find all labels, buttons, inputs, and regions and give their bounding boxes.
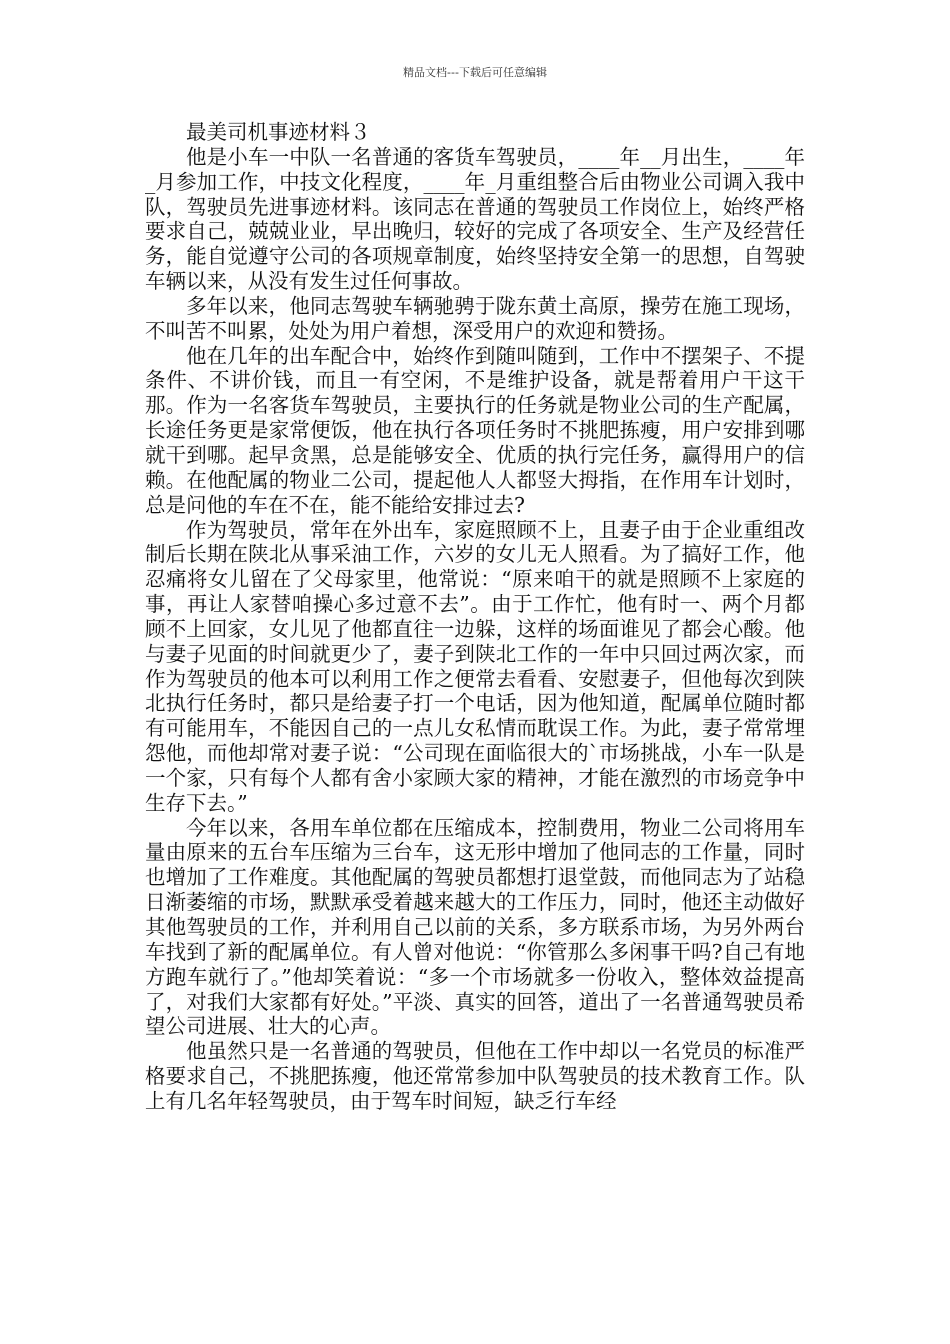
document-title: 最美司机事迹材料３	[186, 120, 371, 144]
page-header: 精品文档---下载后可任意编辑	[403, 66, 547, 79]
paragraph-4: 作为驾驶员，常年在外出车，家庭照顾不上，且妻子由于企业重组改制后长期在陕北从事采油工作，六岁的女儿无人照看。为了搞好工作，他忍痛将女儿留在了父母家里，他常说：“原来咱干的就是照顾不上家庭的事，再让人家替咱操心多过意不去”。由于工作忙，他有时一、两个月都顾不上回家，女儿见了他都直往一边躲，这样的场面谁见了都会心酸。他与妻子见面的时间就更少了，妻子到陕北工作的一年中只回过两次家，而作为驾驶员的他本可以利用工作之便常去看看、安慰妻子，但他每次到陕北执行任务时，都只是给妻子打一个电话，因为他知道，配属单位随时都有可能用车，不能因自己的一点儿女私情而耽误工作。为此，妻子常常埋怨他，而他却常对妻子说：“公司现在面临很大的`市场挑战，小车一队是一个家，只有每个人都有舍小家顾大家的精神，才能在激烈的市场竞争中生存下去。”	[145, 517, 805, 815]
paragraph-1: 他是小车一中队一名普通的客货车驾驶员，____年__月出生，____年_月参加工作，中技文化程度，____年_月重组整合后由物业公司调入我中队，驾驶员先进事迹材料。该同志在普通的驾驶员工作岗位上，始终严格要求自己，兢兢业业，早出晚归，较好的完成了各项安全、生产及经营任务，能自觉遵守公司的各项规章制度，始终坚持安全第一的思想，自驾驶车辆以来，从没有发生过任何事故。	[145, 144, 805, 294]
document-body	[145, 120, 805, 1114]
paragraph-5: 今年以来，各用车单位都在压缩成本，控制费用，物业二公司将用车量由原来的五台车压缩为三台车，这无形中增加了他同志的工作量，同时也增加了工作难度。其他配属的驾驶员都想打退堂鼓，而他同志为了站稳日渐萎缩的市场，默默承受着越来越大的工作压力，同时，他还主动做好其他驾驶员的工作，并利用自己以前的关系，多方联系市场，为另外两台车找到了新的配属单位。有人曾对他说：“你管那么多闲事干吗?自己有地方跑车就行了。”他却笑着说：“多一个市场就多一份收入，整体效益提高了，对我们大家都有好处。”平淡、真实的回答，道出了一名普通驾驶员希望公司进展、壮大的心声。	[145, 815, 805, 1039]
paragraph-3: 他在几年的出车配合中，始终作到随叫随到，工作中不摆架子、不提条件、不讲价钱，而且一有空闲，不是维护设备，就是帮着用户干这干那。作为一名客货车驾驶员，主要执行的任务就是物业公司的生产配属，长途任务更是家常便饭，他在执行各项任务时不挑肥拣瘦，用户安排到哪就干到哪。起早贪黑，总是能够安全、优质的执行完任务，赢得用户的信赖。在他配属的物业二公司，提起他人人都竖大拇指，在作用车计划时，总是问他的车在不在，能不能给安排过去?	[145, 343, 805, 517]
paragraph-6: 他虽然只是一名普通的驾驶员，但他在工作中却以一名党员的标准严格要求自己，不挑肥拣瘦，他还常常参加中队驾驶员的技术教育工作。队上有几名年轻驾驶员，由于驾车时间短，缺乏行车经	[145, 1039, 805, 1113]
paragraph-2: 多年以来，他同志驾驶车辆驰骋于陇东黄土高原，操劳在施工现场，不叫苦不叫累，处处为用户着想，深受用户的欢迎和赞扬。	[145, 293, 805, 343]
